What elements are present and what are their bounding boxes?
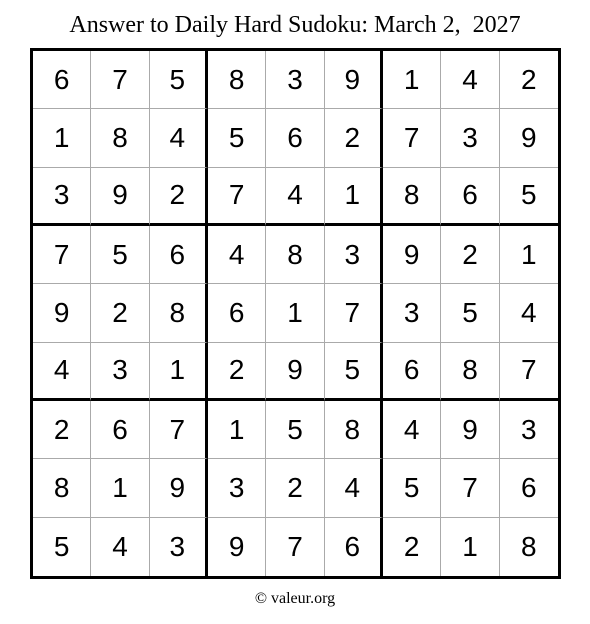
sudoku-cell: 7	[33, 226, 91, 284]
sudoku-cell: 5	[33, 518, 91, 576]
sudoku-cell: 9	[383, 226, 441, 284]
sudoku-cell: 1	[500, 226, 558, 284]
sudoku-cell: 8	[33, 459, 91, 517]
sudoku-cell: 9	[33, 284, 91, 342]
sudoku-cell: 4	[441, 51, 499, 109]
sudoku-cell: 1	[150, 343, 208, 401]
sudoku-cell: 7	[91, 51, 149, 109]
sudoku-cell: 8	[266, 226, 324, 284]
sudoku-cell: 9	[91, 168, 149, 226]
sudoku-cell: 9	[208, 518, 266, 576]
sudoku-cell: 3	[500, 401, 558, 459]
sudoku-cell: 3	[150, 518, 208, 576]
sudoku-cell: 8	[150, 284, 208, 342]
sudoku-cell: 2	[208, 343, 266, 401]
sudoku-cell: 1	[91, 459, 149, 517]
sudoku-cell: 3	[383, 284, 441, 342]
copyright-footer: © valeur.org	[254, 590, 336, 607]
sudoku-cell: 9	[500, 109, 558, 167]
sudoku-cell: 7	[150, 401, 208, 459]
sudoku-cell: 2	[383, 518, 441, 576]
sudoku-cell: 7	[383, 109, 441, 167]
sudoku-cell: 6	[441, 168, 499, 226]
puzzle-title: Answer to Daily Hard Sudoku: March 2, 2027	[69, 12, 521, 38]
sudoku-cell: 8	[91, 109, 149, 167]
sudoku-cell: 5	[441, 284, 499, 342]
sudoku-cell: 9	[325, 51, 383, 109]
sudoku-cell: 4	[383, 401, 441, 459]
sudoku-cell: 9	[150, 459, 208, 517]
sudoku-cell: 1	[325, 168, 383, 226]
sudoku-cell: 6	[208, 284, 266, 342]
sudoku-cell: 2	[441, 226, 499, 284]
sudoku-cell: 7	[208, 168, 266, 226]
sudoku-cell: 8	[208, 51, 266, 109]
sudoku-cell: 6	[500, 459, 558, 517]
sudoku-cell: 2	[91, 284, 149, 342]
sudoku-cell: 4	[208, 226, 266, 284]
sudoku-cell: 5	[325, 343, 383, 401]
sudoku-cell: 2	[33, 401, 91, 459]
sudoku-cell: 3	[325, 226, 383, 284]
sudoku-cell: 3	[208, 459, 266, 517]
sudoku-cell: 6	[150, 226, 208, 284]
sudoku-cell: 7	[441, 459, 499, 517]
sudoku-cell: 4	[91, 518, 149, 576]
sudoku-grid	[30, 48, 561, 579]
sudoku-cell: 2	[500, 51, 558, 109]
sudoku-cell: 7	[325, 284, 383, 342]
sudoku-cell: 6	[266, 109, 324, 167]
sudoku-cell: 4	[150, 109, 208, 167]
sudoku-cell: 2	[266, 459, 324, 517]
sudoku-cell: 4	[500, 284, 558, 342]
sudoku-cell: 4	[33, 343, 91, 401]
sudoku-cell: 1	[441, 518, 499, 576]
sudoku-cell: 3	[266, 51, 324, 109]
sudoku-cell: 8	[325, 401, 383, 459]
sudoku-cell: 8	[383, 168, 441, 226]
sudoku-cell: 1	[208, 401, 266, 459]
sudoku-cell: 1	[383, 51, 441, 109]
sudoku-cell: 6	[325, 518, 383, 576]
sudoku-cell: 1	[266, 284, 324, 342]
sudoku-cell: 4	[325, 459, 383, 517]
sudoku-cell: 5	[150, 51, 208, 109]
sudoku-cell: 4	[266, 168, 324, 226]
sudoku-cell: 8	[521, 530, 537, 562]
sudoku-cell: 3	[441, 109, 499, 167]
sudoku-cell: 2	[325, 109, 383, 167]
sudoku-cell: 5	[91, 226, 149, 284]
sudoku-cell: 9	[266, 343, 324, 401]
sudoku-cell: 6	[91, 401, 149, 459]
sudoku-cell: 7	[500, 343, 558, 401]
sudoku-cell: 5	[208, 109, 266, 167]
sudoku-cell: 3	[91, 343, 149, 401]
sudoku-cell: 5	[266, 401, 324, 459]
sudoku-cell: 9	[441, 401, 499, 459]
sudoku-cell: 6	[383, 343, 441, 401]
sudoku-cell: 5	[500, 168, 558, 226]
sudoku-cell: 8	[441, 343, 499, 401]
sudoku-cell: 6	[33, 51, 91, 109]
sudoku-cell: 5	[383, 459, 441, 517]
sudoku-cell: 2	[150, 168, 208, 226]
sudoku-cell: 3	[33, 168, 91, 226]
sudoku-cell: 7	[266, 518, 324, 576]
sudoku-cell: 1	[33, 109, 91, 167]
